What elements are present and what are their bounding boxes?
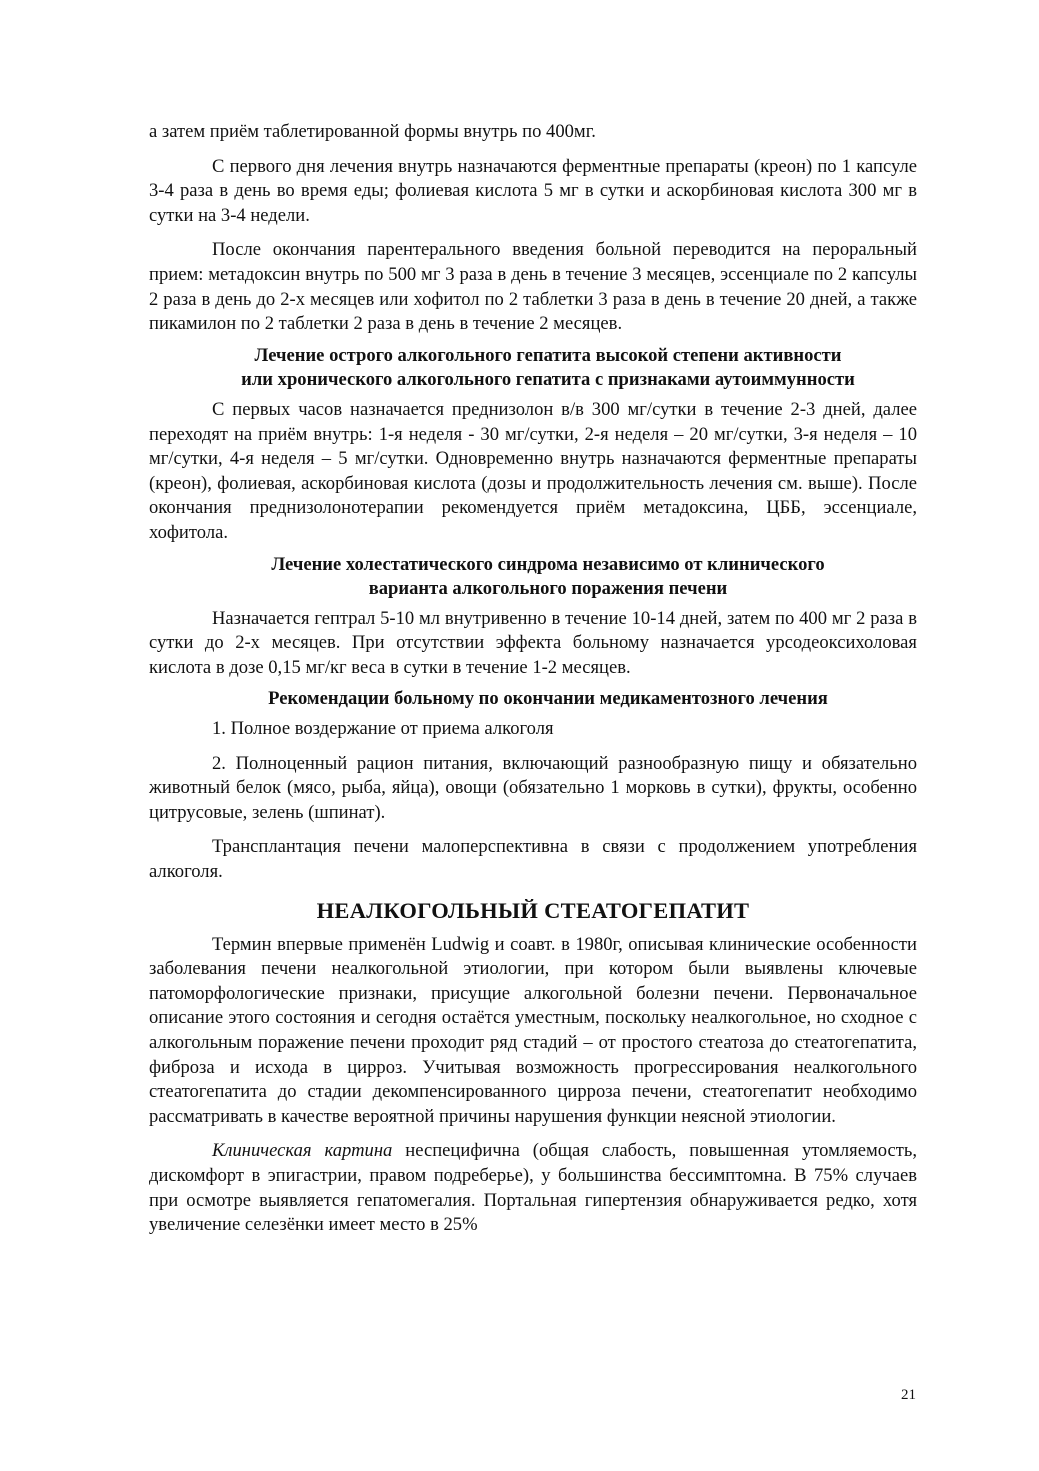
- paragraph: а затем приём таблетированной формы внутрь по 400мг.: [149, 121, 596, 142]
- list-item: 2. Полноценный рацион питания, включающий разнообразную пищу и обязательно животный белок (мясо, рыба, яйца), овощи (обязательно 1 морковь в сутки), фрукты, особенно цитрусовые, зелень (шпинат).: [149, 752, 917, 823]
- section-title: НЕАЛКОГОЛЬНЫЙ СТЕАТОГЕПАТИТ: [316, 897, 750, 923]
- italic-term: Клиническая картина: [212, 1140, 393, 1162]
- subheading-recommendations: Рекомендации больному по окончании медикаментозного лечения: [268, 688, 828, 710]
- paragraph: Трансплантация печени малоперспективна в связи с продолжением употребления алкоголя.: [149, 836, 917, 883]
- paragraph: С первого дня лечения внутрь назначаются ферментные препараты (креон) по 1 капсуле 3-4 раза в день во время еды; фолиевая кислота 5 мг в сутки и аскорбиновая кислота 300 мг в сутки на 3-4 недели.: [149, 155, 917, 226]
- paragraph: С первых часов назначается преднизолон в/в 300 мг/сутки в течение 2-3 дней, далее переходят на приём внутрь: 1-я неделя - 30 мг/сутки, 2-я неделя – 20 мг/сутки, 3-я неделя – 10 мг/сутки, 4-я неделя – 5 мг/сутки. Одновременно внутрь назначаются ферментные препараты (креон), фолиевая, аскорбиновая кислота (дозы и продолжительность лечения см. выше). После окончания преднизолонотерапии рекомендуется приём метадоксина, ЦББ, эссенциале, хофитола.: [149, 398, 917, 543]
- subheading-cholestatic: Лечение холестатического синдрома независимо от клинического варианта алкогольного поражения печени: [271, 553, 825, 600]
- subheading-acute-hepatitis: Лечение острого алкогольного гепатита высокой степени активности или хронического алкогольного гепатита с признаками аутоиммунности: [241, 344, 855, 391]
- list-item: 1. Полное воздержание от приема алкоголя: [212, 718, 554, 740]
- paragraph: Термин впервые применён Ludwig и соавт. в 1980г, описывая клинические особенности заболевания печени неалкогольной этиологии, при котором были выявлены ключевые патоморфологические признаки, присущие алкогольной болезни печени. Первоначальное описание этого состояния и сегодня остаётся уместным, поскольку неалкогольное, но сходное с алкогольным поражение печени проходит ряд стадий – от простого стеатоза до стеатогепатита, фиброза и исхода в цирроз. Учитывая возможность прогрессирования неалкогольного стеатогепатита до стадии декомпенсированного цирроза печени, стеатогепатит необходимо рассматривать в качестве вероятной причины нарушения функции неясной этиологии.: [149, 933, 917, 1127]
- paragraph: После окончания парентерального введения больной переводится на пероральный прием: метадоксин внутрь по 500 мг 3 раза в день в течение 3 месяцев, эссенциале по 2 капсулы 2 раза в день до 2-х месяцев или хофитол по 2 таблетки 3 раза в день в течение 20 дней, а также пикамилон по 2 таблетки 2 раза в день в течение 2 месяцев.: [149, 239, 917, 335]
- page-number: 21: [901, 1387, 916, 1403]
- paragraph: Назначается гептрал 5-10 мл внутривенно в течение 10-14 дней, затем по 400 мг 2 раза в сутки до 2-х месяцев. При отсутствии эффекта больному назначается урсодеоксихоловая кислота в дозе 0,15 мг/кг веса в сутки в течение 1-2 месяцев.: [149, 607, 917, 678]
- document-page: [149, 120, 917, 1238]
- paragraph: Клиническая картина неспецифична (общая слабость, повышенная утомляемость, дискомфорт в эпигастрии, правом подреберье), у большинства бессимптомна. В 75% случаев при осмотре выявляется гепатомегалия. Портальная гипертензия обнаруживается редко, хотя увеличение селезёнки имеет место в 25%: [149, 1140, 918, 1236]
